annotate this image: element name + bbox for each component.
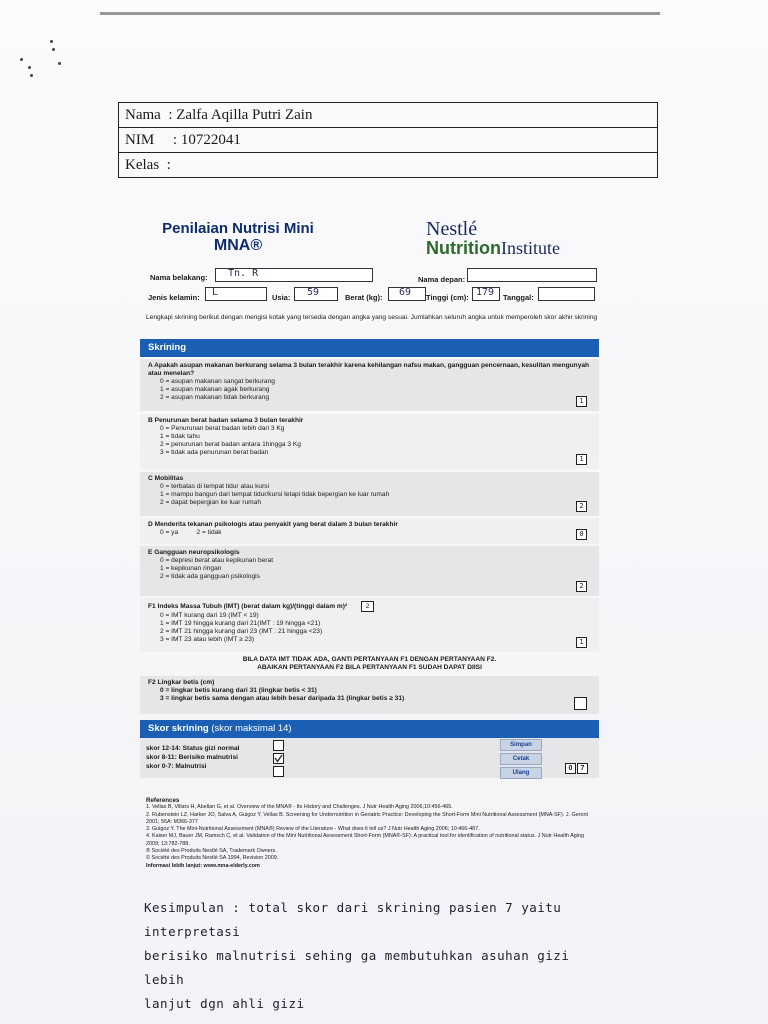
score-section-title: Skor skrining <box>148 723 209 734</box>
screening-section-header: Skrining <box>140 339 599 357</box>
tinggi-value: 179 <box>476 287 495 298</box>
brand-nutrition: Nutrition <box>426 238 501 258</box>
question-c-answer-box[interactable]: 2 <box>576 501 587 512</box>
nim-row: NIM : 10722041 <box>119 128 657 153</box>
references-heading: References <box>146 797 180 804</box>
brand-line2 <box>426 238 560 258</box>
score-row-malnutrition: skor 0-7: Malnutrisi <box>146 763 207 770</box>
brand-institute: Institute <box>500 238 560 258</box>
question-a-title: A Apakah asupan makanan berkurang selama 3 bulan terakhir karena kehilangan nafsu makan, gangguan pencernaan, kesulitan mengunyah atau menelan? <box>148 362 590 377</box>
berat-input[interactable] <box>388 287 426 301</box>
tanggal-input[interactable] <box>538 287 595 301</box>
usia-value: 59 <box>307 287 320 298</box>
berat-label: Berat (kg): <box>345 293 383 302</box>
nama-value: Zalfa Aqilla Putri Zain <box>176 107 313 123</box>
question-c-option: 1 = mampu bangun dari tempat tidur/kursi tetapi tidak bepergian ke luar rumah <box>160 491 390 498</box>
question-b <box>140 414 599 469</box>
nama-label: Nama <box>125 107 161 123</box>
question-a <box>140 359 599 411</box>
question-b-option: 2 = penurunan berat badan antara 1hingga 3 Kg <box>160 441 301 448</box>
berat-value: 69 <box>399 287 412 298</box>
question-c-option: 0 = terbatas di tempat tidur atau kursi <box>160 483 270 490</box>
imt-value-box[interactable]: 2 <box>361 601 374 612</box>
reset-button[interactable]: Ulang <box>500 767 542 779</box>
question-b-option: 3 = tidak ada penurunan berat badan <box>160 449 269 456</box>
score-row-normal: skor 12-14: Status gizi normal <box>146 745 240 752</box>
question-f1-title-row <box>148 601 591 612</box>
more-info-link[interactable]: Informasi lebih lanjut: www.mna-elderly.com <box>146 862 260 869</box>
question-a-option: 1 = asupan makanan agak berkurang <box>160 386 270 393</box>
usia-input[interactable] <box>294 287 338 301</box>
tinggi-label: Tinggi (cm): <box>426 293 469 302</box>
brand-nestle: Nestlé <box>426 218 478 240</box>
note-line2: ABAIKAN PERTANYAAN F2 BILA PERTANYAAN F1 SUDAH DAPAT DIISI <box>257 664 482 671</box>
nestle-logo <box>426 220 560 258</box>
question-f1-option: 1 = IMT 19 hingga kurang dari 21(IMT : 19 hingga <21) <box>160 620 321 627</box>
checkbox-risk[interactable] <box>273 753 284 764</box>
checkbox-malnutrition[interactable] <box>273 766 284 777</box>
handwritten-conclusion <box>144 896 614 1016</box>
question-b-option: 0 = Penurunan berat badan lebih dari 3 Kg <box>160 425 285 432</box>
question-c-option: 2 = dapat bepergian ke luar rumah <box>160 499 261 506</box>
question-e-answer-box[interactable]: 2 <box>576 581 587 592</box>
print-button[interactable]: Cetak <box>500 753 542 765</box>
conclusion-line2: berisiko malnutrisi sehing ga membutuhkan asuhan gizi lebih <box>144 948 570 987</box>
question-f1-title: F1 Indeks Massa Tubuh (IMT) (berat dalam kg)/(tinggi dalam m)² <box>148 603 348 610</box>
reference-item: 2. Rubenstein LZ, Harker JO, Salva A, Guigoz Y, Vellas B. Screening for Undernutrition in Geriatric Practice: Developing the Short-Form Mini Nutritional Assessment (MNA-SF). J. Geront 2001; 56A: M366-377 <box>146 811 589 825</box>
kelas-row: Kelas : <box>125 157 171 173</box>
question-f2-option: 0 = lingkar betis kurang dari 31 (lingkar betis < 31) <box>160 687 317 694</box>
question-b-option: 1 = tidak tahu <box>160 433 200 440</box>
question-e-option: 2 = tidak ada gangguan psikologis <box>160 573 260 580</box>
score-section-note: (skor maksimal 14) <box>211 723 292 734</box>
nama-row: Nama : Zalfa Aqilla Putri Zain <box>119 103 657 128</box>
form-title-mna: MNA® <box>213 237 263 254</box>
tinggi-input[interactable] <box>472 287 500 301</box>
question-b-answer-box[interactable]: 1 <box>576 454 587 465</box>
scan-edge-line <box>100 12 660 15</box>
form-title-line1: Penilaian Nutrisi Mini <box>162 220 314 237</box>
checkbox-normal[interactable] <box>273 740 284 751</box>
f1-f2-note <box>140 653 599 675</box>
student-identity-table <box>118 102 658 178</box>
score-panel <box>140 738 599 778</box>
question-e-title: E Gangguan neuropsikologis <box>148 549 240 556</box>
jenis-kelamin-value: L <box>212 287 219 298</box>
conclusion-line1: Kesimpulan : total skor dari skrining pasien 7 yaitu interpretasi <box>144 900 562 939</box>
tanggal-label: Tanggal: <box>503 293 534 302</box>
total-score-digit-1[interactable]: 0 <box>565 763 576 774</box>
question-f2-option: 3 = lingkar betis sama dengan atau lebih besar daripada 31 (lingkar betis ≥ 31) <box>160 695 405 702</box>
reference-item: 3. Guigoz Y. The Mini-Nutritional Assessment (MNA®) Review of the Literature - What does it tell us? J Nutr Health Aging 2006; 10:466-487. <box>146 826 480 833</box>
conclusion-line3: lanjut dgn ahli gizi <box>144 996 305 1011</box>
question-d-option: 0 = ya 2 = tidak <box>160 529 222 536</box>
reference-item: 4. Kaiser MJ, Bauer JM, Ramsch C, et al. Validation of the Mini Nutritional Assessment Short-Form (MNA®-SF): A practical tool for identification of nutritional status. J Nutr Health Aging 2009; 13:782-788. <box>146 833 584 847</box>
question-a-answer-box[interactable]: 1 <box>576 396 587 407</box>
save-button[interactable]: Simpan <box>500 739 542 751</box>
instructions-text: Lengkapi skrining berikut dengan mengisi kotak yang tersedia dengan angka yang sesuai. Jumlahkan seluruh angka untuk memperoleh skor akhir skrining <box>146 314 598 321</box>
question-f2-answer-box[interactable] <box>574 697 587 710</box>
question-f2 <box>140 676 599 714</box>
question-f1-answer-box[interactable]: 1 <box>576 637 587 648</box>
nim-value: 10722041 <box>180 132 241 148</box>
question-c <box>140 472 599 516</box>
nama-depan-input[interactable] <box>467 268 597 282</box>
jenis-kelamin-input[interactable] <box>205 287 267 301</box>
trademark-line: ® Société des Produits Nestlé SA, Trademark Owners. <box>146 848 277 855</box>
nama-belakang-value: Tn. R <box>228 268 259 279</box>
question-d-answer-box[interactable]: 0 <box>576 529 587 540</box>
question-e <box>140 546 599 596</box>
question-f1-option: 3 = IMT 23 atau lebih (IMT ≥ 23) <box>160 636 255 643</box>
usia-label: Usia: <box>272 293 291 302</box>
question-d-title: D Menderita tekanan psikologis atau penyakit yang berat dalam 3 bulan terakhir <box>148 521 398 528</box>
kelas-label: Kelas <box>125 157 160 173</box>
total-score-digit-2[interactable]: 7 <box>577 763 588 774</box>
question-f2-title: F2 Lingkar betis (cm) <box>148 679 215 686</box>
copyright-line: © Société des Produits Nestlé SA 1994, Revision 2009. <box>146 855 279 862</box>
jenis-kelamin-label: Jenis kelamin: <box>148 293 200 302</box>
score-row-risk: skor 8-11: Berisiko malnutrisi <box>146 754 238 761</box>
question-f1-option: 2 = IMT 21 hingga kurang dari 23 (IMT : 21 hingga <23) <box>160 628 323 635</box>
question-a-option: 2 = asupan makanan tidak berkurang <box>160 394 270 401</box>
score-section-header <box>140 720 599 738</box>
question-c-title: C Mobilitas <box>148 475 184 482</box>
question-e-option: 0 = depresi berat atau kepikunan berat <box>160 557 274 564</box>
score-legend <box>146 744 239 771</box>
nama-belakang-input[interactable] <box>215 268 373 282</box>
question-f1 <box>140 598 599 652</box>
question-f1-option: 0 = IMT kurang dari 19 (IMT < 19) <box>160 612 259 619</box>
form-title <box>152 220 324 255</box>
checkmark-icon <box>274 754 283 763</box>
nama-depan-label: Nama depan: <box>418 275 466 284</box>
question-d <box>140 518 599 544</box>
note-line1: BILA DATA IMT TIDAK ADA, GANTI PERTANYAAN F1 DENGAN PERTANYAAN F2. <box>242 656 497 663</box>
references <box>146 797 596 870</box>
nim-label: NIM <box>125 132 155 148</box>
question-e-option: 1 = kepikunan ringan <box>160 565 222 572</box>
nama-belakang-label: Nama belakang: <box>150 273 208 282</box>
question-b-title: B Penurunan berat badan selama 3 bulan terakhir <box>148 417 304 424</box>
reference-item: 1. Vellas B, Villars H, Abellan G, et al. Overview of the MNA® - Its History and Challenges. J Nutr Health Aging 2006;10:456-465. <box>146 804 453 811</box>
question-a-option: 0 = asupan makanan sangat berkurang <box>160 378 275 385</box>
